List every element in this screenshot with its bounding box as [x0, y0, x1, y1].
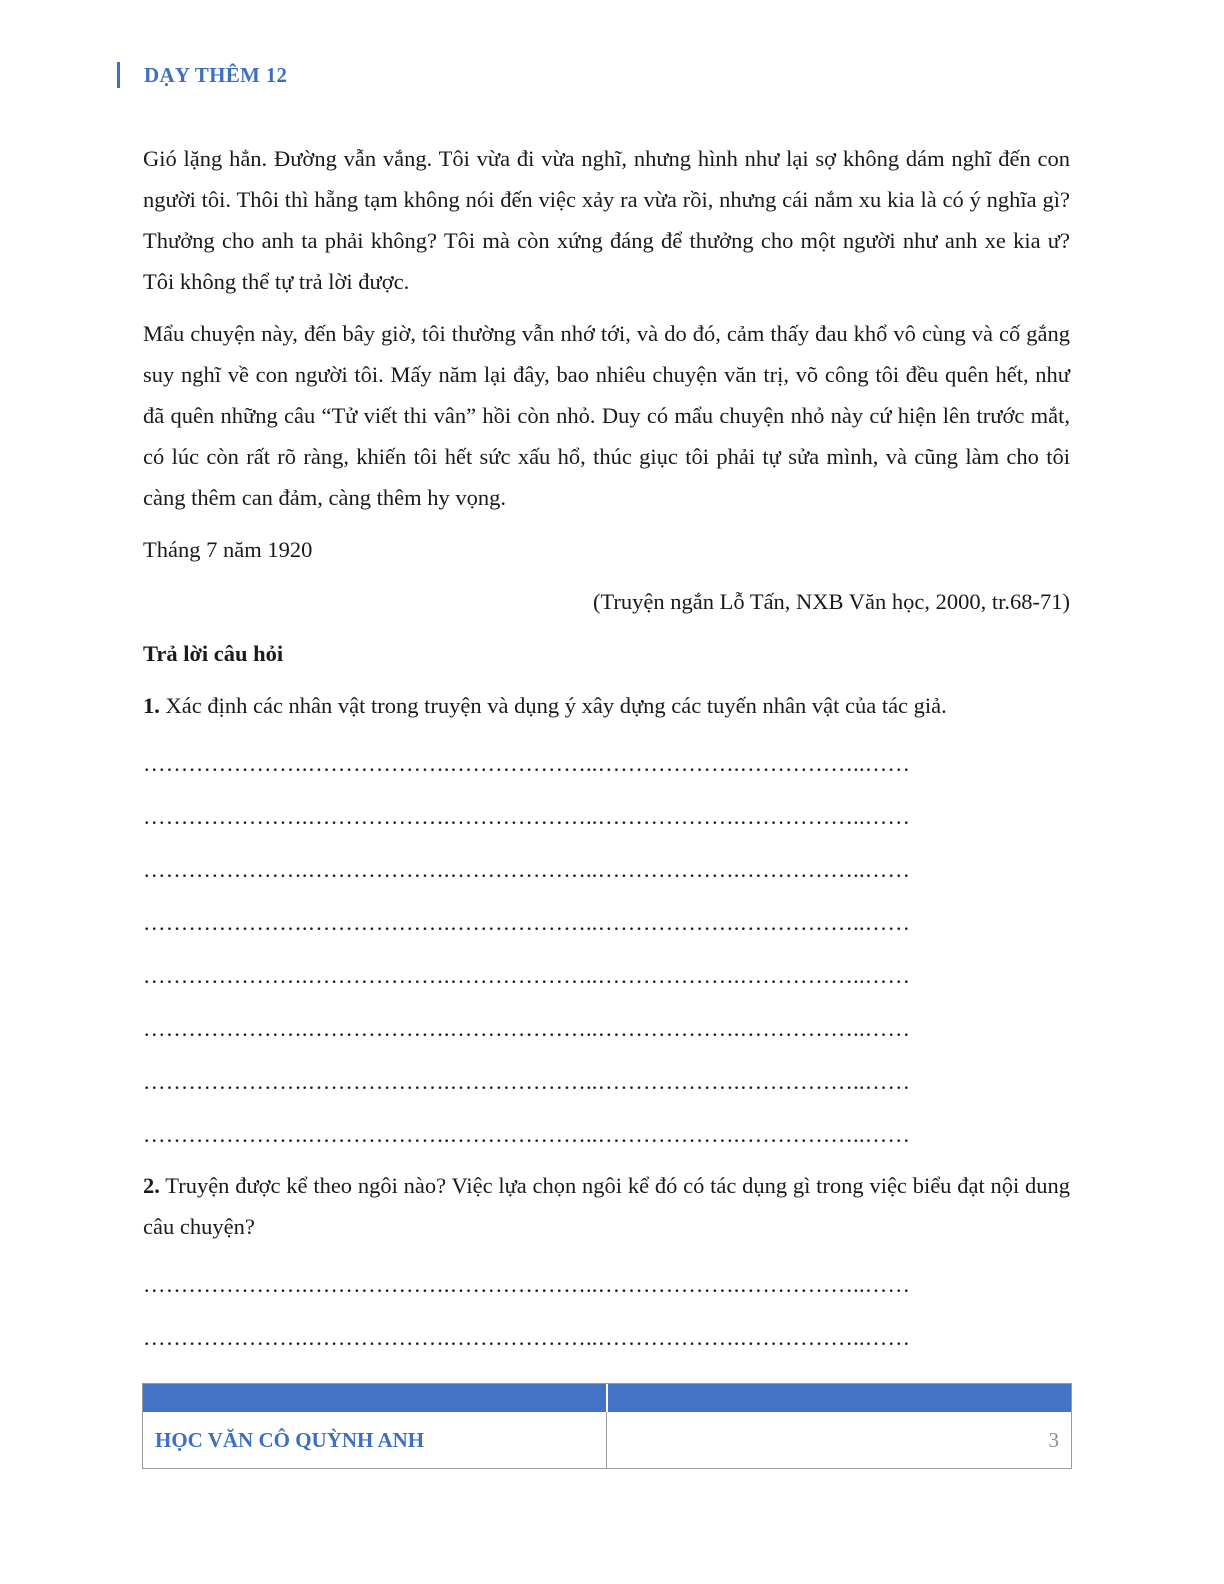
page-header [117, 62, 287, 88]
story-date: Tháng 7 năm 1920 [143, 537, 313, 562]
footer-band [143, 1384, 1071, 1412]
question-2-text: Truyện được kể theo ngôi nào? Việc lựa chọn ngôi kể đó có tác dụng gì trong việc biểu đạt nội dung câu chuyện? [143, 1173, 1070, 1239]
page-number: 3 [1048, 1427, 1059, 1452]
answer-line: ………………….……………….………………..……………….……………..…… [143, 1069, 911, 1094]
answer-area-1[interactable] [143, 737, 1070, 1161]
page-footer [142, 1383, 1072, 1469]
question-2-number: 2. [143, 1173, 160, 1198]
answer-line: ………………….……………….………………..……………….……………..…… [143, 963, 911, 988]
story-paragraph-2: Mẩu chuyện này, đến bây giờ, tôi thường vẫn nhớ tới, và do đó, cảm thấy đau khổ vô cùng và cố gắng suy nghĩ về con người tôi. Mấy năm lại đây, bao nhiêu chuyện văn trị, võ công tôi đều quên hết, như đã quên những câu “Tử viết thi vân” hồi còn nhỏ. Duy có mẩu chuyện nhỏ này cứ hiện lên trước mắt, có lúc còn rất rõ ràng, khiến tôi hết sức xấu hổ, thúc giục tôi phải tự sửa mình, và cũng làm cho tôi càng thêm can đảm, càng thêm hy vọng. [143, 321, 1070, 510]
answer-line: ………………….……………….………………..……………….……………..…… [143, 1122, 911, 1147]
question-1-number: 1. [143, 693, 160, 718]
answer-line: ………………….……………….………………..……………….……………..…… [143, 804, 911, 829]
story-paragraph-1: Gió lặng hẳn. Đường vẫn vắng. Tôi vừa đi vừa nghĩ, nhưng hình như lại sợ không dám nghĩ đến con người tôi. Thôi thì hẵng tạm không nói đến việc xảy ra vừa rồi, nhưng cái nắm xu kia là có ý nghĩa gì? Thưởng cho anh ta phải không? Tôi mà còn xứng đáng để thưởng cho một người như anh xe kia ư? Tôi không thể tự trả lời được. [143, 146, 1070, 294]
footer-row [143, 1412, 1071, 1468]
answer-line: ………………….……………….………………..……………….……………..…… [143, 1325, 911, 1350]
footer-brand: HỌC VĂN CÔ QUỲNH ANH [143, 1412, 607, 1468]
question-1 [143, 685, 1070, 726]
answer-area-2[interactable] [143, 1258, 1070, 1364]
answer-line: ………………….……………….………………..……………….……………..…… [143, 751, 911, 776]
answer-line: ………………….……………….………………..……………….……………..…… [143, 1272, 911, 1297]
question-1-text: Xác định các nhân vật trong truyện và dụng ý xây dựng các tuyến nhân vật của tác giả. [159, 693, 947, 718]
header-title: DẠY THÊM 12 [144, 63, 288, 87]
answer-line: ………………….……………….………………..……………….……………..…… [143, 910, 911, 935]
answer-line: ………………….……………….………………..……………….……………..…… [143, 1016, 911, 1041]
answer-line: ………………….……………….………………..……………….……………..…… [143, 857, 911, 882]
section-title: Trả lời câu hỏi [143, 641, 284, 666]
footer-band-left [143, 1384, 608, 1412]
document-body [143, 138, 1070, 1364]
question-2 [143, 1165, 1070, 1247]
story-source: (Truyện ngắn Lỗ Tấn, NXB Văn học, 2000, tr.68-71) [592, 589, 1070, 614]
